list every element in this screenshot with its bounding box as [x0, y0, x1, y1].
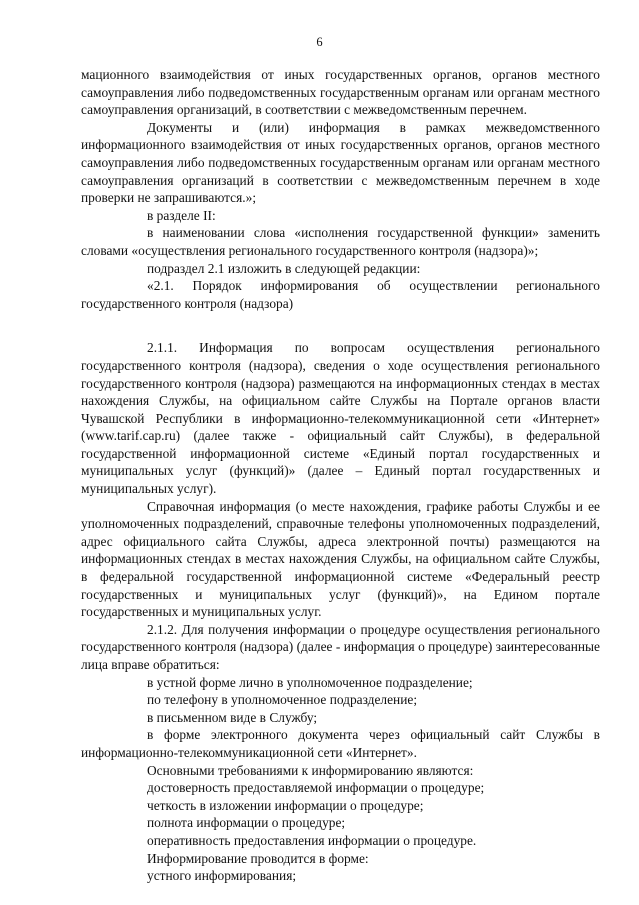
list-item-reliability: достоверность предоставляемой информации о процедуре;: [147, 780, 485, 796]
paragraph-requirements: Основными требованиями к информированию являются:: [147, 762, 474, 778]
list-item-written: в письменном виде в Службу;: [147, 709, 318, 725]
list-item-completeness: полнота информации о процедуре;: [147, 815, 346, 831]
paragraph-2-1-1: 2.1.1. Информация по вопросам осуществления регионального государственного контроля (надзора), сведения о ходе осуществления регионального государственного контроля (надзора) размещаются на информационных стендах в местах нахождения Службы, на официальном сайте Службы на Портале органов власти Чувашской Республики в информационно-телекоммуникационной сети «Интернет» (www.tarif.cap.ru) (далее также - официальный сайт Службы), в федеральной государственной информационной системе «Единый портал государственных и муниципальных услуг (функций)» (далее – Единый портал государственных и муниципальных услуг).: [81, 340, 600, 497]
list-item-promptness: оперативность предоставления информации о процедуре.: [147, 832, 477, 848]
paragraph-4: в наименовании слова «исполнения государственной функции» заменить словами «осуществления регионального государственного контроля (надзора)»;: [81, 225, 600, 258]
page-number: 6: [316, 35, 323, 49]
paragraph-2: Документы и (или) информация в рамках межведомственного информационного взаимодействия от иных государственных органов, органов местного самоуправления либо подведомственных государственным органам или органам местного самоуправления организаций в соответствии с межведомственным перечнем в ходе проверки не запрашиваются.»;: [81, 119, 600, 206]
section-gap: [81, 312, 600, 339]
paragraph-forms: Информирование проводится в форме:: [147, 850, 369, 866]
list-item-clarity: четкость в изложении информации о процедуре;: [147, 797, 424, 813]
paragraph-5: подраздел 2.1 изложить в следующей редакции:: [147, 260, 421, 276]
section-heading-2-1: «2.1. Порядок информирования об осуществлении регионального государственного контроля (надзора): [81, 278, 600, 311]
document-body: [81, 66, 600, 885]
paragraph-3: в разделе II:: [147, 207, 216, 223]
paragraph-reference-info: Справочная информация (о месте нахождения, графике работы Службы и ее уполномоченных подразделений, справочные телефоны уполномоченных подразделений, адрес официального сайта Службы, адреса электронной почты) размещаются на информационных стендах в местах нахождения Службы, на официальном сайте Службы, в федеральной государственной информационной системе «Федеральный реестр государственных и муниципальных услуг (функций)», на Едином портале государственных и муниципальных услуг.: [81, 498, 600, 620]
list-item-oral: в устной форме лично в уполномоченное подразделение;: [147, 674, 473, 690]
list-item-oral-informing: устного информирования;: [147, 868, 297, 884]
list-item-phone: по телефону в уполномоченное подразделение;: [147, 692, 418, 708]
paragraph-2-1-2: 2.1.2. Для получения информации о процедуре осуществления регионального государственного контроля (надзора) (далее - информация о процедуре) заинтересованные лица вправе обратиться:: [81, 621, 600, 672]
list-item-electronic: в форме электронного документа через официальный сайт Службы в информационно-телекоммуникационной сети «Интернет».: [81, 727, 600, 760]
paragraph-1: мационного взаимодействия от иных государственных органов, органов местного самоуправления либо подведомственных государственным органам или органам местного самоуправления организаций, в соответствии с межведомственным перечнем.: [81, 67, 600, 118]
